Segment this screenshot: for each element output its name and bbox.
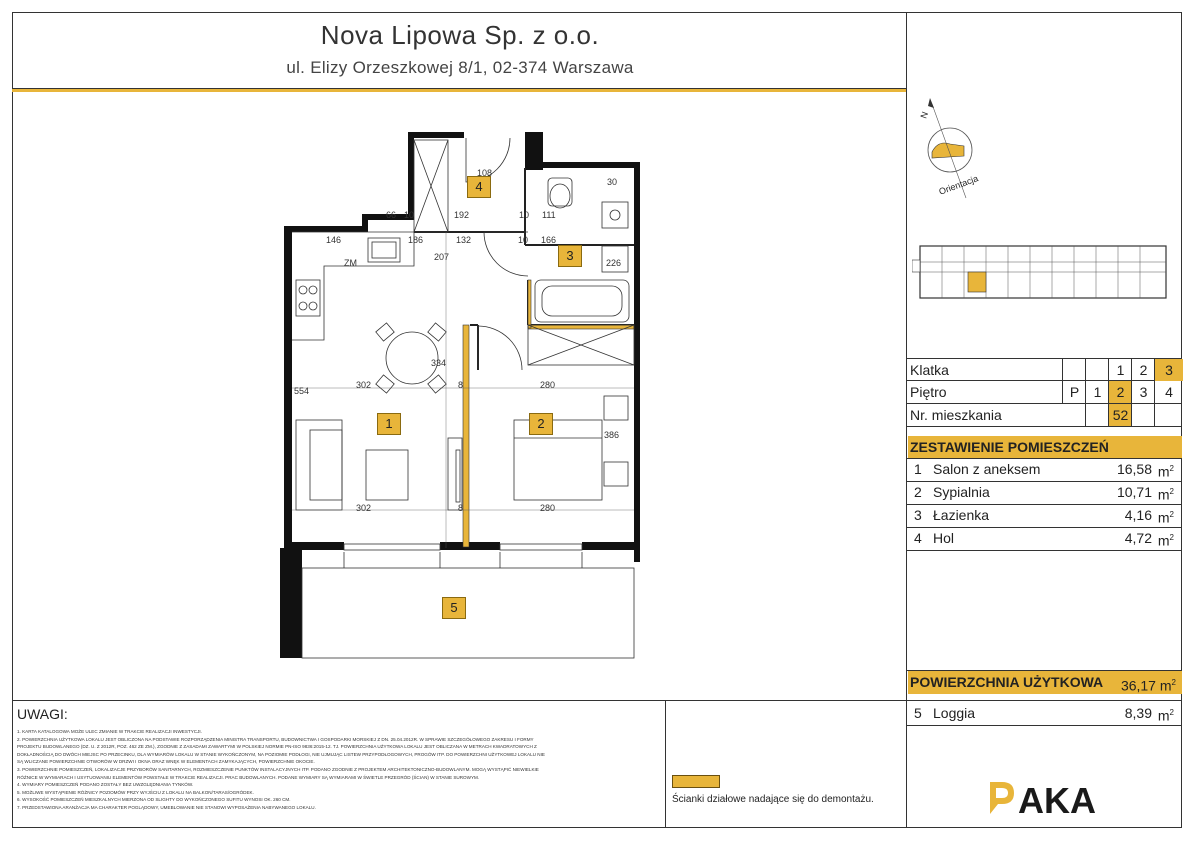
legend-swatch [672, 775, 720, 788]
compass-north-label: N [918, 110, 931, 120]
dim-label: 226 [606, 258, 622, 268]
door-swings [466, 138, 528, 370]
dim-label: 302 [356, 503, 372, 513]
loggia-num: 5 [914, 705, 922, 721]
company-name: Nova Lipowa Sp. z o.o. [320, 20, 600, 50]
room-badge-2: 2 [529, 413, 553, 435]
loggia-name: Loggia [933, 705, 976, 721]
room-num: 2 [914, 484, 922, 500]
usable-area-value: 36,17 $m^2$ [1120, 677, 1176, 694]
room-unit: $m^2$ [1157, 532, 1174, 549]
klatka-value-3: 3 [1154, 359, 1183, 381]
room-unit: $m^2$ [1157, 463, 1174, 480]
room-badge-1: 1 [377, 413, 401, 435]
grid-empty-cell [1154, 404, 1183, 426]
room-row-4 [908, 527, 1182, 549]
room-area: 16,58 [1116, 461, 1152, 477]
notes-divider [665, 700, 666, 828]
pietro-value-4: 4 [1154, 381, 1183, 403]
dim-label: 8 [458, 380, 464, 390]
grid-empty-cell [1085, 404, 1109, 426]
dim-label: 302 [356, 380, 372, 390]
rooms-line [906, 550, 1182, 551]
notes-title: UWAGI: [17, 706, 68, 722]
room-badge-5: 5 [442, 597, 466, 619]
grid-line [906, 426, 1182, 427]
header-gold-line [12, 89, 906, 92]
grid-empty-cell [1062, 359, 1086, 381]
room-name: Salon z aneksem [933, 461, 1041, 477]
klatka-row [908, 359, 1182, 381]
floor-plan [270, 120, 650, 665]
loggia-area: 8,39 [1124, 705, 1152, 721]
dim-label: 146 [326, 235, 342, 245]
dim-label: 280 [540, 503, 556, 513]
compass-orientation-label: Orientacja [937, 173, 980, 197]
room-row-2 [908, 481, 1182, 503]
klatka-label: Klatka [910, 362, 949, 378]
note-line: 4. WYMIARY POMIESZCZEŃ PODANO ZOSTAŁY BEZ UWZGLĘDNIANIA TYNKÓW. [17, 782, 194, 788]
dim-label: 166 [541, 235, 557, 245]
tv-stand [448, 438, 462, 510]
dim-label: 132 [456, 235, 472, 245]
room-unit: $m^2$ [1157, 486, 1174, 503]
main-divider [906, 12, 907, 828]
dim-label: 111 [542, 210, 556, 220]
note-line: 6. WYSOKOŚĆ POMIESZCZEŃ MIESZKALNYCH MIERZONA OD SLIGHTY DO WYKOŃCZONEGO SUFITU WYNOSI OK. 260 CM. [17, 797, 291, 803]
logo-text: AKA [1018, 780, 1096, 816]
paka-logo [988, 780, 1112, 816]
dim-label: 10 [518, 235, 529, 245]
note-line: DOKŁADNOŚCIĄ DO DWÓCH MIEJSC PO PRZECINKU, DLA WYMIARÓW LOKALU W STANIE WYKOŃCZONYM, NA POZIOMIE PODŁOGI, NIE UJMUJĄC LISTEW PRZYPODŁOGOWYCH, PROGÓW ITP. DO POWIERZCHNI UŻYTKOWEJ LOKALU NIE [17, 751, 545, 757]
loggia-row [908, 702, 1182, 724]
pietro-value-1: 1 [1085, 381, 1109, 403]
room-area: 4,16 [1124, 507, 1152, 523]
pietro-value-p: P [1062, 381, 1086, 403]
bathroom-fixtures [528, 178, 634, 365]
pietro-label: Piętro [910, 384, 947, 400]
note-line: 5. MOŻLIWE WYSTĄPIENIE RÓŻNICY POZIOMÓW PRZY WYJŚCIU Z LOKALU NA BALKON/TARAS/OGRÓDEK. [17, 789, 254, 795]
room-name: Sypialnia [933, 484, 990, 500]
loggia-outline [302, 568, 634, 658]
loggia-line [906, 725, 1182, 726]
pietro-value-3: 3 [1131, 381, 1155, 403]
mieszkanie-value: 52 [1108, 404, 1132, 426]
dim-label: 207 [434, 252, 450, 262]
building-key-plan [912, 240, 1174, 304]
dim-label: 554 [294, 386, 310, 396]
room-row-1 [908, 458, 1182, 480]
klatka-value-2: 2 [1131, 359, 1155, 381]
legend-text: Ścianki działowe nadające się do demontażu. [672, 794, 874, 805]
klatka-value-1: 1 [1108, 359, 1132, 381]
room-unit: $m^2$ [1157, 509, 1174, 526]
room-name: Łazienka [933, 507, 990, 523]
dim-label: 10 [519, 210, 530, 220]
company-address: ul. Elizy Orzeszkowej 8/1, 02-374 Warszawa [286, 58, 634, 77]
note-line: PROJEKTU BUDOWLANEGO (DZ. U. Z 2012R, POZ. 462 ZE ZM.), ZGODNIE Z ZASADAMI ZAWARTYMI W POLSKIEJ NORMIE PN-ISO 9836:2015-12. TJ. POWIERZCHNIA UŻYTKOWA LOKALU JEST OBLICZANA W METRACH KWADRATOWYCH Z [17, 744, 537, 750]
room-badge-4: 4 [467, 176, 491, 198]
mieszkanie-row [908, 404, 1182, 426]
note-line: 1. KARTA KATALOGOWA MOŻE ULEC ZMIANIE W TRAKCIE REALIZACJI INWESTYCJI. [17, 729, 202, 734]
interior-walls [414, 168, 634, 370]
note-line: 7. PRZEDSTAWIONA ARANŻACJA MA CHARAKTER POGLĄDOWY, UMEBLOWANIE NIE STANOWI WYPOSAŻENIA NABYWANEGO LOKALU. [17, 804, 316, 810]
pietro-row [908, 381, 1182, 403]
dim-label: 10 [404, 210, 415, 220]
room-area: 4,72 [1124, 530, 1152, 546]
usable-area-row [908, 671, 1182, 694]
room-num: 4 [914, 530, 922, 546]
grid-empty-cell [1085, 359, 1109, 381]
dim-label: 186 [408, 235, 424, 245]
usable-area-label: POWIERZCHNIA UŻYTKOWA [910, 674, 1104, 690]
mieszkanie-label: Nr. mieszkania [910, 407, 1002, 423]
pietro-value-2: 2 [1108, 381, 1132, 403]
bed [514, 396, 628, 500]
note-line: RÓŻNICE W WYMIARACH I USYTUOWANIU ELEMENTÓW POWSTAŁE W TRAKCIE REALIZACJI. PRAC BUDOWLANYCH. PODANE WYMIARY SĄ WYMIARAMI W ŚWIETLE PRZEGRÓD (ŚCIAN) W STANIE SUROWYM. [17, 774, 480, 780]
closet [414, 140, 448, 232]
dim-label: 66 [386, 210, 397, 220]
dim-label: 108 [477, 168, 493, 178]
dim-label: 30 [607, 177, 618, 187]
room-num: 1 [914, 461, 922, 477]
notes-top-line [12, 700, 1182, 701]
note-line: SĄ WLICZANE POWIERZCHNIE OTWORÓW W DRZWI I OKNA ORAZ WNĘK W ELEMENTACH ZAMYKAJĄCYCH, POWIERZCHNIE OKOCIE. [17, 759, 315, 765]
grid-empty-cell [1131, 404, 1155, 426]
dim-label: 8 [458, 503, 464, 513]
dim-label: 280 [540, 380, 556, 390]
room-area: 10,71 [1116, 484, 1152, 500]
notes-body [17, 728, 657, 812]
kitchen-label: ZM [344, 258, 357, 268]
rooms-section-title: ZESTAWIENIE POMIESZCZEŃ [908, 436, 1182, 458]
room-name: Hol [933, 530, 955, 546]
room-num: 3 [914, 507, 922, 523]
dim-label: 192 [454, 210, 470, 220]
note-line: 2. POWIERZCHNIA UŻYTKOWA LOKALU JEST OBLICZONA NA PODSTAWIE ROZPORZĄDZENIA MINISTRA TRANSPORTU, BUDOWNICTWA I GOSPODARKI MORSKIEJ Z DN. 25.04.2012R. W SPRAWIE SZCZEGÓŁOWEGO ZAKRESU I FORMY [17, 736, 534, 742]
note-line: 3. POWIERZCHNIE POMIESZCZEŃ, LOKALIZACJE PRZYBORÓW SANITARNYCH, ROZMIESZCZENIE PUNKTÓW INSTALACYJNYCH ITP. PODANO ZGODNIE Z PROJEKTEM ARCHITEKTONICZNO-BUDOWLANYM. MOGĄ WYSTĄPIĆ NIEWIELKIE [17, 766, 539, 772]
room-row-3 [908, 504, 1182, 526]
loggia-unit: $m^2$ [1157, 707, 1174, 724]
dim-label: 386 [604, 430, 620, 440]
room-badge-3: 3 [558, 245, 582, 267]
dim-label: 334 [431, 358, 447, 368]
kitchen [292, 232, 414, 340]
